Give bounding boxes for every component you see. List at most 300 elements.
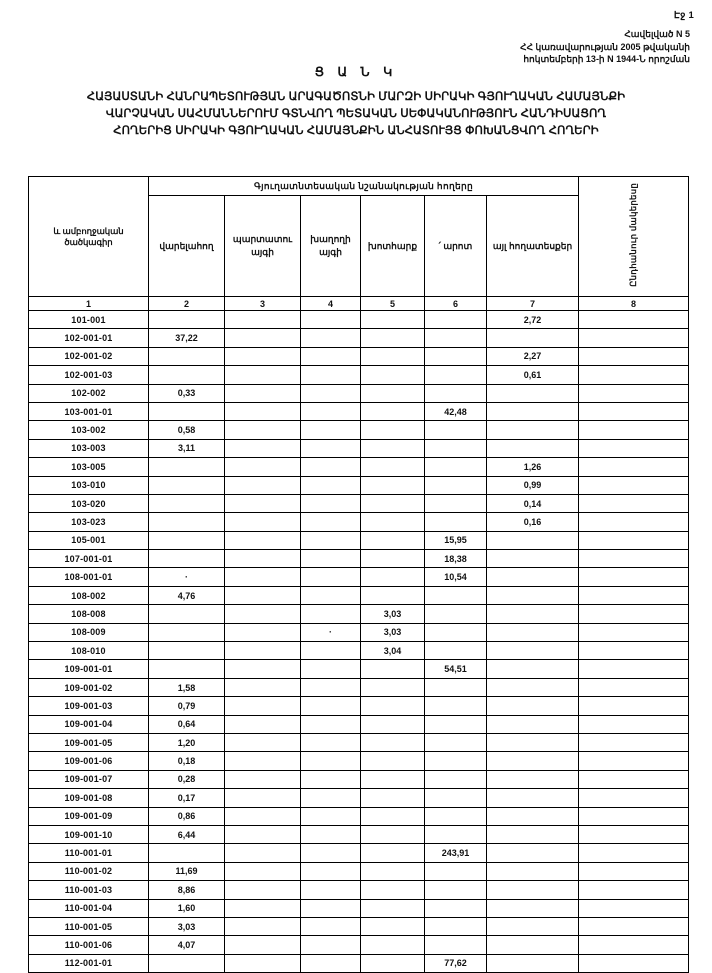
cell-hayfield <box>361 936 425 954</box>
cell-hayfield <box>361 825 425 843</box>
cell-other-lands: 0,14 <box>487 494 579 512</box>
cell-total-area <box>579 605 689 623</box>
cell-pasture <box>425 605 487 623</box>
cell-pasture <box>425 623 487 641</box>
doc-ref-line-2: ՀՀ կառավարության 2005 թվականի <box>520 41 690 52</box>
cell-vineyard <box>301 752 361 770</box>
cell-parcel-code: 109-001-03 <box>29 697 149 715</box>
cell-hayfield <box>361 586 425 604</box>
cell-total-area <box>579 881 689 899</box>
cell-parcel-code: 102-001-02 <box>29 347 149 365</box>
cell-total-area <box>579 844 689 862</box>
cell-arable: · <box>149 568 225 586</box>
cell-parcel-code: 109-001-05 <box>29 733 149 751</box>
cell-parcel-code: 105-001 <box>29 531 149 549</box>
cell-arable: 0,18 <box>149 752 225 770</box>
cell-parcel-code: 103-010 <box>29 476 149 494</box>
table-row <box>29 807 689 825</box>
cell-parcel-code: 110-001-02 <box>29 862 149 880</box>
cell-total-area <box>579 770 689 788</box>
cell-other-lands <box>487 789 579 807</box>
cell-arable: 1,58 <box>149 678 225 696</box>
cell-arable <box>149 954 225 972</box>
cell-vineyard <box>301 329 361 347</box>
cell-total-area <box>579 660 689 678</box>
cell-total-area <box>579 789 689 807</box>
table-row <box>29 825 689 843</box>
cell-total-area <box>579 311 689 329</box>
cell-orchard <box>225 660 301 678</box>
cell-vineyard <box>301 421 361 439</box>
cell-arable <box>149 476 225 494</box>
page-number: Էջ 1 <box>673 10 694 21</box>
cell-arable: 0,79 <box>149 697 225 715</box>
cell-total-area <box>579 899 689 917</box>
cell-other-lands <box>487 531 579 549</box>
cell-hayfield <box>361 917 425 935</box>
cell-pasture <box>425 917 487 935</box>
cell-parcel-code: 109-001-08 <box>29 789 149 807</box>
cell-parcel-code: 108-008 <box>29 605 149 623</box>
cell-hayfield <box>361 678 425 696</box>
cell-parcel-code: 103-023 <box>29 513 149 531</box>
cell-hayfield <box>361 715 425 733</box>
column-number-5: 5 <box>361 297 425 311</box>
cell-total-area <box>579 329 689 347</box>
cell-arable <box>149 347 225 365</box>
table-row <box>29 752 689 770</box>
cell-pasture: 54,51 <box>425 660 487 678</box>
cell-orchard <box>225 513 301 531</box>
cell-pasture <box>425 752 487 770</box>
cell-parcel-code: 108-002 <box>29 586 149 604</box>
table-row <box>29 384 689 402</box>
cell-orchard <box>225 825 301 843</box>
cell-vineyard <box>301 733 361 751</box>
cell-hayfield <box>361 733 425 751</box>
cell-vineyard <box>301 513 361 531</box>
cell-other-lands <box>487 936 579 954</box>
cell-hayfield <box>361 899 425 917</box>
cell-arable: 1,20 <box>149 733 225 751</box>
cell-arable <box>149 605 225 623</box>
cell-parcel-code: 110-001-06 <box>29 936 149 954</box>
cell-parcel-code: 109-001-01 <box>29 660 149 678</box>
cell-pasture: 15,95 <box>425 531 487 549</box>
table-row <box>29 899 689 917</box>
cell-pasture: 77,62 <box>425 954 487 972</box>
cell-orchard <box>225 458 301 476</box>
cell-total-area <box>579 550 689 568</box>
header-parcel-code: և ամբողջական ծածկագիր <box>29 177 149 297</box>
table-row <box>29 678 689 696</box>
cell-total-area <box>579 586 689 604</box>
cell-hayfield <box>361 439 425 457</box>
cell-other-lands <box>487 660 579 678</box>
column-number-3: 3 <box>225 297 301 311</box>
cell-pasture <box>425 311 487 329</box>
cell-parcel-code: 110-001-04 <box>29 899 149 917</box>
cell-vineyard <box>301 825 361 843</box>
table-row <box>29 862 689 880</box>
column-number-row <box>29 297 689 311</box>
cell-hayfield <box>361 954 425 972</box>
cell-total-area <box>579 954 689 972</box>
cell-orchard <box>225 623 301 641</box>
cell-pasture <box>425 807 487 825</box>
table-body <box>29 311 689 973</box>
cell-parcel-code: 109-001-04 <box>29 715 149 733</box>
cell-total-area <box>579 439 689 457</box>
cell-total-area <box>579 494 689 512</box>
cell-orchard <box>225 881 301 899</box>
cell-other-lands <box>487 733 579 751</box>
cell-pasture <box>425 936 487 954</box>
cell-parcel-code: 109-001-02 <box>29 678 149 696</box>
table-header-group-row <box>29 177 689 196</box>
cell-arable <box>149 311 225 329</box>
cell-other-lands <box>487 715 579 733</box>
cell-arable: 6,44 <box>149 825 225 843</box>
table-row <box>29 550 689 568</box>
cell-parcel-code: 109-001-06 <box>29 752 149 770</box>
cell-other-lands <box>487 550 579 568</box>
cell-arable <box>149 366 225 384</box>
cell-other-lands <box>487 881 579 899</box>
cell-vineyard <box>301 568 361 586</box>
table-row <box>29 513 689 531</box>
cell-orchard <box>225 421 301 439</box>
cell-pasture <box>425 347 487 365</box>
cell-vineyard <box>301 605 361 623</box>
cell-orchard <box>225 697 301 715</box>
cell-vineyard <box>301 347 361 365</box>
cell-arable: 4,07 <box>149 936 225 954</box>
header-agricultural-group: Գյուղատնտեսական նշանակության հողերը <box>149 177 579 196</box>
cell-total-area <box>579 568 689 586</box>
cell-vineyard <box>301 476 361 494</box>
cell-arable: 0,58 <box>149 421 225 439</box>
cell-total-area <box>579 476 689 494</box>
cell-pasture <box>425 678 487 696</box>
cell-vineyard <box>301 384 361 402</box>
cell-other-lands <box>487 586 579 604</box>
cell-total-area <box>579 402 689 420</box>
cell-total-area <box>579 917 689 935</box>
cell-hayfield <box>361 366 425 384</box>
cell-other-lands <box>487 844 579 862</box>
table-row <box>29 954 689 972</box>
cell-total-area <box>579 642 689 660</box>
cell-orchard <box>225 550 301 568</box>
cell-pasture: 243,91 <box>425 844 487 862</box>
cell-parcel-code: 110-001-05 <box>29 917 149 935</box>
cell-pasture <box>425 494 487 512</box>
cell-pasture <box>425 789 487 807</box>
table-row <box>29 329 689 347</box>
cell-vineyard: · <box>301 623 361 641</box>
cell-other-lands <box>487 825 579 843</box>
table-row <box>29 439 689 457</box>
cell-hayfield <box>361 789 425 807</box>
cell-arable: 0,64 <box>149 715 225 733</box>
cell-vineyard <box>301 936 361 954</box>
cell-pasture <box>425 770 487 788</box>
cell-other-lands: 0,16 <box>487 513 579 531</box>
cell-pasture: 18,38 <box>425 550 487 568</box>
cell-orchard <box>225 568 301 586</box>
cell-parcel-code: 108-010 <box>29 642 149 660</box>
cell-total-area <box>579 384 689 402</box>
cell-orchard <box>225 384 301 402</box>
cell-pasture <box>425 366 487 384</box>
cell-orchard <box>225 402 301 420</box>
table-row <box>29 458 689 476</box>
cell-vineyard <box>301 550 361 568</box>
cell-other-lands <box>487 862 579 880</box>
cell-total-area <box>579 715 689 733</box>
cell-total-area <box>579 421 689 439</box>
cell-other-lands <box>487 642 579 660</box>
table-row <box>29 605 689 623</box>
table-row <box>29 881 689 899</box>
cell-vineyard <box>301 366 361 384</box>
table-row <box>29 586 689 604</box>
cell-parcel-code: 103-002 <box>29 421 149 439</box>
cell-total-area <box>579 936 689 954</box>
cell-other-lands <box>487 329 579 347</box>
cell-pasture <box>425 899 487 917</box>
cell-hayfield <box>361 752 425 770</box>
cell-other-lands <box>487 954 579 972</box>
cell-orchard <box>225 954 301 972</box>
cell-orchard <box>225 439 301 457</box>
cell-hayfield <box>361 862 425 880</box>
header-pasture: ՛ արոտ <box>425 196 487 297</box>
cell-pasture <box>425 862 487 880</box>
cell-pasture <box>425 715 487 733</box>
cell-total-area <box>579 752 689 770</box>
cell-vineyard <box>301 844 361 862</box>
cell-other-lands <box>487 770 579 788</box>
cell-hayfield <box>361 476 425 494</box>
cell-other-lands <box>487 568 579 586</box>
cell-vineyard <box>301 402 361 420</box>
cell-orchard <box>225 531 301 549</box>
cell-arable <box>149 402 225 420</box>
cell-orchard <box>225 844 301 862</box>
cell-pasture <box>425 733 487 751</box>
cell-pasture <box>425 329 487 347</box>
cell-other-lands: 0,99 <box>487 476 579 494</box>
header-total-area <box>579 177 689 297</box>
table-row <box>29 311 689 329</box>
table-row <box>29 421 689 439</box>
cell-arable <box>149 458 225 476</box>
land-parcels-table <box>28 176 689 973</box>
cell-orchard <box>225 366 301 384</box>
cell-orchard <box>225 586 301 604</box>
cell-arable: 1,60 <box>149 899 225 917</box>
table-row <box>29 770 689 788</box>
header-orchard: պարտատու այգի <box>225 196 301 297</box>
cell-orchard <box>225 494 301 512</box>
cell-arable: 4,76 <box>149 586 225 604</box>
header-vineyard: խաղողի այգի <box>301 196 361 297</box>
cell-total-area <box>579 458 689 476</box>
table-row <box>29 733 689 751</box>
cell-parcel-code: 110-001-01 <box>29 844 149 862</box>
cell-vineyard <box>301 494 361 512</box>
cell-vineyard <box>301 311 361 329</box>
cell-hayfield <box>361 513 425 531</box>
table-row <box>29 568 689 586</box>
cell-parcel-code: 102-001-03 <box>29 366 149 384</box>
cell-vineyard <box>301 862 361 880</box>
cell-arable <box>149 494 225 512</box>
cell-vineyard <box>301 789 361 807</box>
cell-total-area <box>579 531 689 549</box>
cell-orchard <box>225 715 301 733</box>
cell-parcel-code: 103-001-01 <box>29 402 149 420</box>
cell-orchard <box>225 917 301 935</box>
cell-other-lands <box>487 402 579 420</box>
cell-parcel-code: 109-001-07 <box>29 770 149 788</box>
cell-hayfield <box>361 329 425 347</box>
cell-orchard <box>225 642 301 660</box>
cell-orchard <box>225 936 301 954</box>
table-row <box>29 789 689 807</box>
cell-orchard <box>225 347 301 365</box>
cell-hayfield: 3,03 <box>361 605 425 623</box>
cell-arable <box>149 531 225 549</box>
cell-other-lands: 2,27 <box>487 347 579 365</box>
table-row <box>29 366 689 384</box>
table-row <box>29 623 689 641</box>
cell-vineyard <box>301 807 361 825</box>
cell-hayfield <box>361 844 425 862</box>
title-block <box>0 64 712 140</box>
table-row <box>29 844 689 862</box>
cell-hayfield <box>361 421 425 439</box>
cell-parcel-code: 109-001-10 <box>29 825 149 843</box>
cell-other-lands <box>487 678 579 696</box>
cell-other-lands <box>487 899 579 917</box>
cell-arable: 0,33 <box>149 384 225 402</box>
column-number-4: 4 <box>301 297 361 311</box>
column-number-1: 1 <box>29 297 149 311</box>
cell-other-lands: 1,26 <box>487 458 579 476</box>
cell-vineyard <box>301 770 361 788</box>
table-row <box>29 917 689 935</box>
cell-parcel-code: 112-001-01 <box>29 954 149 972</box>
table-row <box>29 402 689 420</box>
sheet-word: Ց Ա Ն Կ <box>314 65 398 79</box>
cell-pasture <box>425 825 487 843</box>
title-line-1: ՀԱՅԱՍՏԱՆԻ ՀԱՆՐԱՊԵՏՈՒԹՅԱՆ ԱՐԱԳԱԾՈՏՆԻ ՄԱՐԶԻ ՍԻՐԱԿԻ ԳՅՈՒՂԱԿԱՆ ՀԱՄԱՅՆՔԻ <box>86 91 626 103</box>
table-row <box>29 494 689 512</box>
cell-vineyard <box>301 715 361 733</box>
cell-total-area <box>579 623 689 641</box>
column-number-8: 8 <box>579 297 689 311</box>
cell-hayfield <box>361 697 425 715</box>
cell-hayfield <box>361 807 425 825</box>
cell-orchard <box>225 733 301 751</box>
cell-parcel-code: 110-001-03 <box>29 881 149 899</box>
cell-hayfield <box>361 494 425 512</box>
cell-other-lands <box>487 752 579 770</box>
page-title <box>0 89 712 140</box>
cell-other-lands <box>487 807 579 825</box>
cell-total-area <box>579 347 689 365</box>
cell-pasture <box>425 476 487 494</box>
cell-arable: 8,86 <box>149 881 225 899</box>
cell-hayfield <box>361 660 425 678</box>
cell-orchard <box>225 311 301 329</box>
column-number-6: 6 <box>425 297 487 311</box>
header-hayfield: խոտհարք <box>361 196 425 297</box>
cell-total-area <box>579 733 689 751</box>
title-line-2: ՎԱՐՉԱԿԱՆ ՍԱՀՄԱՆՆԵՐՈՒՄ ԳՏՆՎՈՂ ՊԵՏԱԿԱՆ ՍԵՓԱԿԱՆՈՒԹՅՈՒՆ ՀԱՆԴԻՍԱՑՈՂ <box>105 108 607 120</box>
cell-arable: 37,22 <box>149 329 225 347</box>
column-number-2: 2 <box>149 297 225 311</box>
cell-arable: 0,17 <box>149 789 225 807</box>
cell-vineyard <box>301 531 361 549</box>
cell-arable: 0,86 <box>149 807 225 825</box>
cell-orchard <box>225 807 301 825</box>
cell-vineyard <box>301 899 361 917</box>
cell-vineyard <box>301 458 361 476</box>
cell-vineyard <box>301 697 361 715</box>
cell-total-area <box>579 825 689 843</box>
cell-parcel-code: 108-001-01 <box>29 568 149 586</box>
doc-ref-line-1: Հավելված N 5 <box>624 29 690 39</box>
table-row <box>29 347 689 365</box>
cell-pasture: 10,54 <box>425 568 487 586</box>
cell-orchard <box>225 476 301 494</box>
cell-vineyard <box>301 954 361 972</box>
cell-pasture <box>425 458 487 476</box>
cell-parcel-code: 108-009 <box>29 623 149 641</box>
cell-other-lands: 2,72 <box>487 311 579 329</box>
cell-orchard <box>225 678 301 696</box>
table-row <box>29 697 689 715</box>
cell-orchard <box>225 899 301 917</box>
cell-pasture <box>425 384 487 402</box>
doc-ref-line-3: հոկտեմբերի 13-ի N 1944-Ն որոշման <box>523 54 690 64</box>
table-row <box>29 476 689 494</box>
table-row <box>29 936 689 954</box>
cell-pasture: 42,48 <box>425 402 487 420</box>
title-line-3: ՀՈՂԵՐԻՑ ՍԻՐԱԿԻ ԳՅՈՒՂԱԿԱՆ ՀԱՄԱՅՆՔԻՆ ԱՆՀԱՏՈՒՅՑ ՓՈԽԱՆՑՎՈՂ ՀՈՂԵՐԻ <box>113 125 599 137</box>
cell-parcel-code: 103-005 <box>29 458 149 476</box>
cell-other-lands <box>487 697 579 715</box>
header-other-lands: այլ հողատեսքեր <box>487 196 579 297</box>
cell-parcel-code: 101-001 <box>29 311 149 329</box>
cell-arable: 0,28 <box>149 770 225 788</box>
cell-parcel-code: 102-002 <box>29 384 149 402</box>
cell-pasture <box>425 642 487 660</box>
cell-hayfield <box>361 881 425 899</box>
cell-other-lands <box>487 605 579 623</box>
cell-vineyard <box>301 439 361 457</box>
cell-hayfield: 3,04 <box>361 642 425 660</box>
cell-hayfield: 3,03 <box>361 623 425 641</box>
cell-hayfield <box>361 347 425 365</box>
cell-total-area <box>579 807 689 825</box>
cell-hayfield <box>361 402 425 420</box>
cell-orchard <box>225 329 301 347</box>
